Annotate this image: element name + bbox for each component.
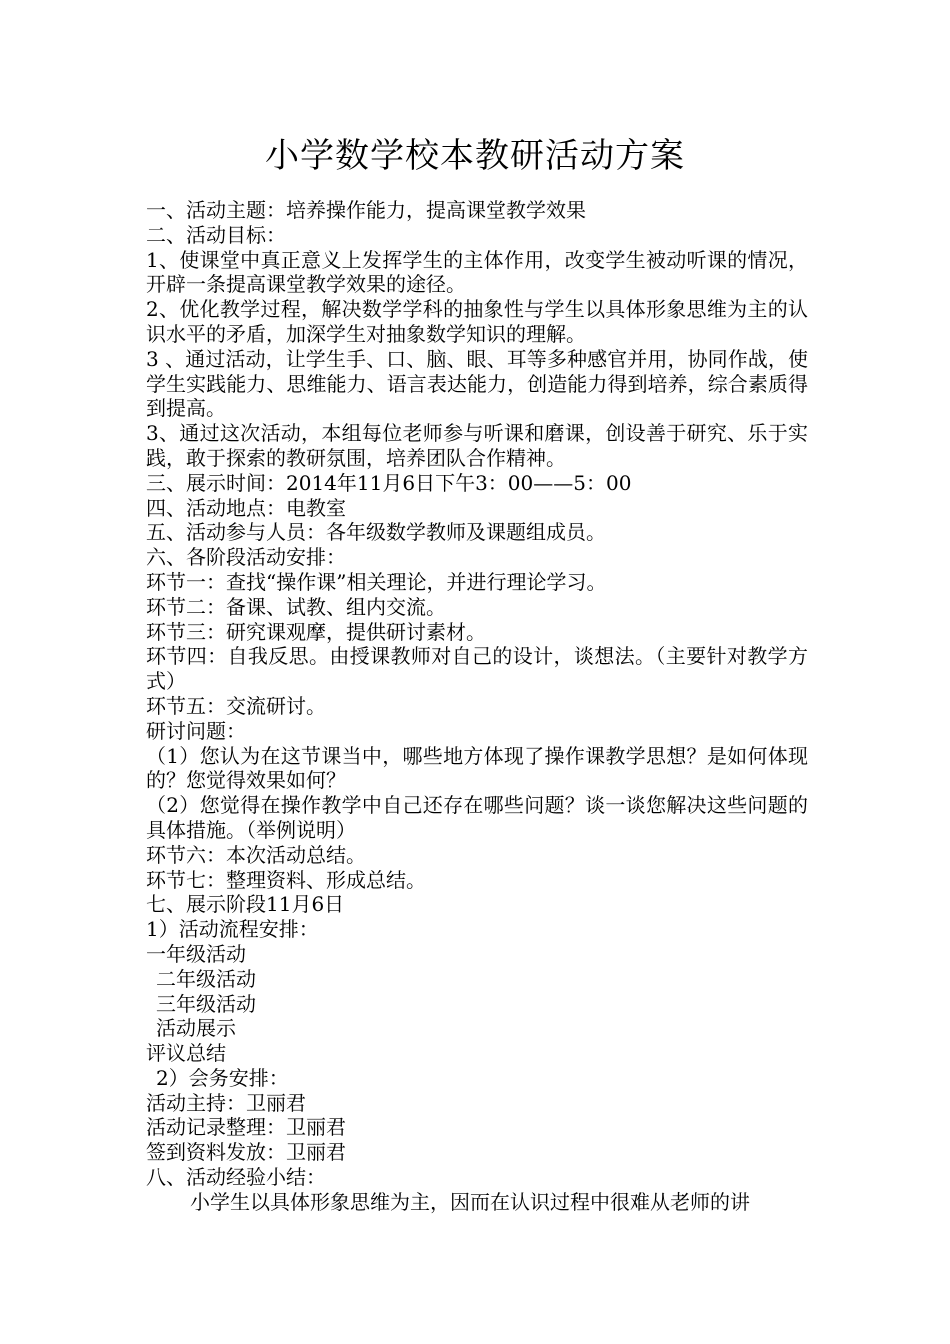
paragraph: 1）活动流程安排： <box>146 917 319 942</box>
paragraph: 八、活动经验小结： <box>146 1165 326 1190</box>
paragraph: 环节四：自我反思。由授课教师对自己的设计，谈想法。（主要针对教学方式） <box>146 644 808 694</box>
paragraph: 研讨问题： <box>146 718 246 743</box>
paragraph: 2）会务安排： <box>156 1065 289 1090</box>
paragraph: 3 、通过活动，让学生手、口、脑、眼、耳等多种感官并用，协同作战，使学生实践能力、思维能力、语言表达能力，创造能力得到培养，综合素质得到提高。 <box>146 346 808 421</box>
document-body <box>146 198 808 1215</box>
document-title: 小学数学校本教研活动方案 <box>265 136 685 176</box>
paragraph: 3、通过这次活动，本组每位老师参与听课和磨课，创设善于研究、乐于实践，敢于探索的教研氛围，培养团队合作精神。 <box>146 421 808 470</box>
paragraph: 三年级活动 <box>156 991 256 1016</box>
paragraph: 环节六：本次活动总结。 <box>146 842 366 867</box>
paragraph: 五、活动参与人员：各年级数学教师及课题组成员。 <box>146 520 606 545</box>
paragraph: 1、使课堂中真正意义上发挥学生的主体作用，改变学生被动听课的情况，开辟一条提高课堂教学效果的途径。 <box>146 247 808 297</box>
paragraph: 签到资料发放：卫丽君 <box>146 1140 346 1165</box>
paragraph: 小学生以具体形象思维为主，因而在认识过程中很难从老师的讲 <box>190 1189 750 1214</box>
paragraph: （2）您觉得在操作教学中自己还存在哪些问题？谈一谈您解决这些问题的具体措施。（举例说明） <box>146 793 808 842</box>
paragraph: 一、活动主题：培养操作能力，提高课堂教学效果 <box>146 198 586 222</box>
paragraph: 活动记录整理：卫丽君 <box>146 1115 346 1140</box>
paragraph: 一年级活动 <box>146 941 246 966</box>
paragraph: 活动主持：卫丽君 <box>146 1090 306 1115</box>
paragraph: 2、优化教学过程，解决数学学科的抽象性与学生以具体形象思维为主的认识水平的矛盾，加深学生对抽象数学知识的理解。 <box>146 297 808 346</box>
paragraph: 二年级活动 <box>156 966 256 991</box>
paragraph: 三、展示时间：2014年11月6日下午3：00——5：00 <box>146 470 632 495</box>
paragraph: 二、活动目标： <box>146 222 286 247</box>
paragraph: 四、活动地点：电教室 <box>146 495 346 520</box>
paragraph: 环节一：查找“操作课”相关理论，并进行理论学习。 <box>146 569 607 594</box>
paragraph: 环节二：备课、试教、组内交流。 <box>146 594 446 619</box>
paragraph: 环节五：交流研讨。 <box>146 693 326 718</box>
paragraph: 七、展示阶段11月6日 <box>146 892 345 917</box>
paragraph: 六、各阶段活动安排： <box>146 545 346 570</box>
paragraph: 环节七：整理资料、形成总结。 <box>146 867 426 892</box>
paragraph: 环节三：研究课观摩，提供研讨素材。 <box>146 619 486 644</box>
paragraph: （1）您认为在这节课当中，哪些地方体现了操作课教学思想？是如何体现的？您觉得效果如何？ <box>146 743 808 793</box>
paragraph: 评议总结 <box>146 1041 226 1066</box>
paragraph: 活动展示 <box>156 1016 236 1041</box>
